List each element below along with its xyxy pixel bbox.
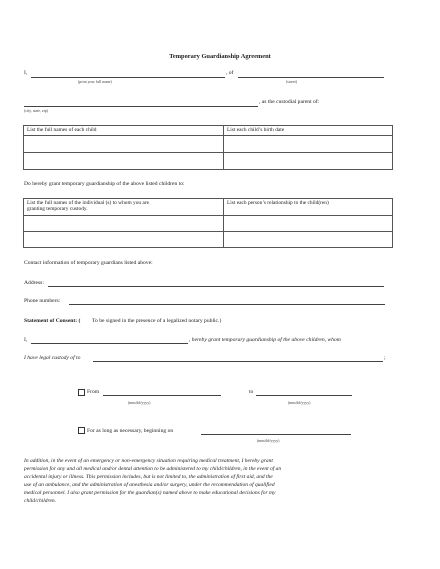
to-date-caption: (mm/dd/yyyy) bbox=[288, 401, 311, 405]
i-prefix: I, bbox=[24, 70, 28, 76]
child-birthdate-cell[interactable] bbox=[224, 153, 393, 170]
child-name-cell[interactable] bbox=[24, 136, 224, 153]
phone-field[interactable] bbox=[69, 304, 385, 305]
city-caption: (city, state, zip) bbox=[24, 109, 48, 113]
consent-name-field[interactable] bbox=[31, 343, 188, 344]
street-field[interactable] bbox=[238, 77, 384, 78]
paragraph-line: medical personnel. I also grant permission for the guardian(s) named above to make educational decisions for my bbox=[24, 489, 276, 496]
city-state-zip-field[interactable] bbox=[24, 106, 258, 107]
guardian-name-cell[interactable] bbox=[24, 216, 224, 232]
children-header-birthdate: List each child’s birth date bbox=[224, 126, 393, 136]
paragraph-line: accidental injury or illness. This permission includes, but is not limited to, the administration of first aid, and the bbox=[24, 473, 273, 480]
street-caption: (street) bbox=[286, 80, 298, 84]
guardian-name-cell[interactable] bbox=[24, 232, 224, 248]
beginning-date-caption: (mm/dd/yyyy) bbox=[257, 439, 280, 443]
guardian-relationship-cell[interactable] bbox=[224, 232, 393, 248]
contact-intro: Contact information of temporary guardians listed above: bbox=[24, 260, 153, 266]
custodial-parent-label: , as the custodial parent of: bbox=[259, 99, 320, 105]
custody-end: ; bbox=[384, 355, 386, 361]
paragraph-line: child/children. bbox=[24, 497, 57, 504]
to-label: to bbox=[249, 389, 254, 395]
phone-label: Phone numbers: bbox=[24, 298, 61, 304]
custody-label: I have legal custody of to bbox=[24, 355, 81, 361]
consent-note: To be signed in the presence of a legalized notary public.) bbox=[92, 318, 222, 324]
guardians-header-relationship: List each person’s relationship to the child(ren) bbox=[224, 199, 393, 216]
from-date-caption: (mm/dd/yyyy) bbox=[128, 401, 151, 405]
address-label: Address: bbox=[24, 280, 44, 286]
child-name-cell[interactable] bbox=[24, 153, 224, 170]
child-birthdate-cell[interactable] bbox=[224, 136, 393, 153]
guardians-header-name bbox=[24, 199, 224, 216]
guardians-header-line2: granting temporary custody. bbox=[27, 206, 88, 213]
of-label: , of bbox=[226, 70, 234, 76]
paragraph-line: use of an ambulance, and the administration of anesthesia and/or surgery, under the recommendation of qualified bbox=[24, 481, 275, 488]
children-header-name: List the full names of each child bbox=[24, 126, 224, 136]
consent-i-prefix: I, bbox=[24, 337, 28, 343]
guardians-table bbox=[23, 198, 393, 248]
full-name-caption: (print your full name) bbox=[78, 80, 112, 84]
document-title: Temporary Guardianship Agreement bbox=[169, 53, 271, 60]
consent-heading: Statement of Consent: ( bbox=[24, 318, 81, 324]
long-as-necessary-label: For as long as necessary, beginning on bbox=[87, 428, 174, 434]
from-label: From bbox=[87, 389, 100, 395]
guardian-relationship-cell[interactable] bbox=[224, 216, 393, 232]
consent-grant-text: , hereby grant temporary guardianship of the above children, whom bbox=[189, 337, 341, 343]
guardians-header-line1: List the full names of the individual (s) to whom you are bbox=[27, 200, 150, 206]
full-name-field[interactable] bbox=[31, 77, 225, 78]
paragraph-line: permission for any and all medical and/or dental attention to be administered to my child/children, in the event of an bbox=[24, 465, 282, 472]
long-as-necessary-checkbox[interactable] bbox=[78, 427, 85, 434]
from-date-field[interactable] bbox=[103, 395, 221, 396]
to-date-field[interactable] bbox=[256, 395, 352, 396]
custody-field[interactable] bbox=[93, 361, 383, 362]
beginning-date-field[interactable] bbox=[201, 434, 351, 435]
grant-intro: Do hereby grant temporary guardianship of the above listed children to: bbox=[24, 181, 185, 187]
address-field[interactable] bbox=[48, 286, 384, 287]
from-checkbox[interactable] bbox=[78, 389, 85, 396]
children-table bbox=[23, 125, 393, 170]
medical-consent-paragraph bbox=[24, 458, 404, 505]
paragraph-line: In addition, in the event of an emergency or non-emergency situation requiring medical treatment, I hereby grant bbox=[24, 458, 273, 464]
